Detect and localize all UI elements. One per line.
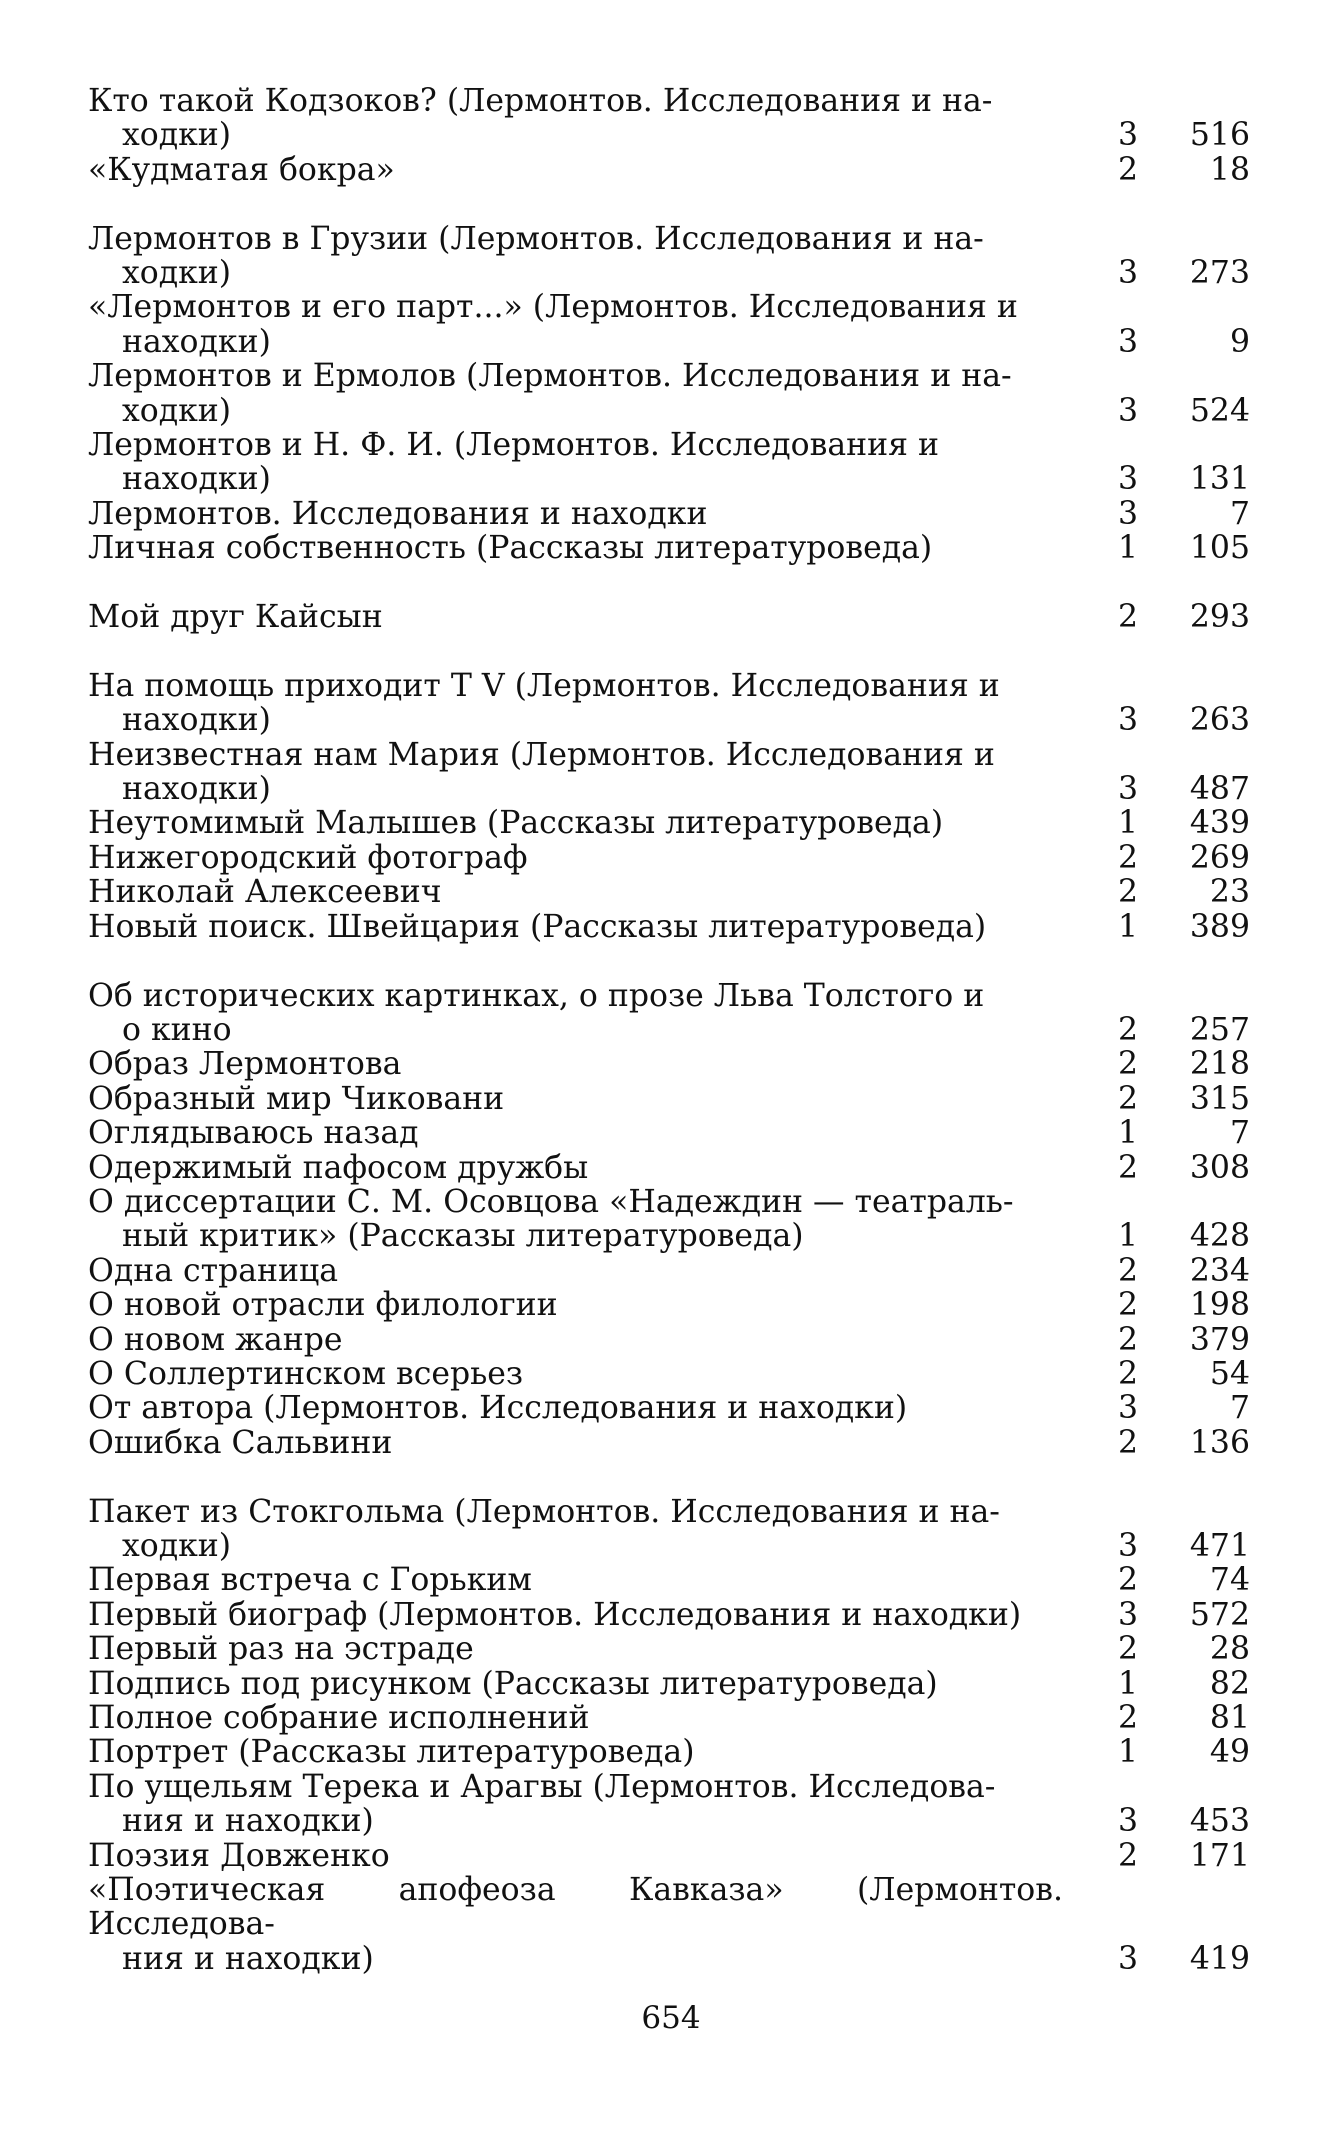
entry-volume: 2 xyxy=(1117,1046,1138,1083)
entry-title xyxy=(88,531,1063,565)
entry-title-line: Образный мир Чиковани xyxy=(88,1080,505,1117)
entry-volume: 2 xyxy=(1117,1321,1138,1358)
index-entries xyxy=(88,84,1258,1976)
entry-title xyxy=(88,290,1063,359)
entry-title-line: О новой отрасли филологии xyxy=(88,1287,558,1324)
entry-page: 74 xyxy=(1209,1562,1250,1599)
entry-title-line: Об исторических картинках, о прозе Льва Толстого и xyxy=(88,977,985,1014)
entry-title-line: Поэзия Довженко xyxy=(88,1837,390,1874)
entry-page: 379 xyxy=(1189,1321,1250,1358)
entry-title xyxy=(88,1116,1063,1150)
entry-page: 198 xyxy=(1189,1287,1250,1324)
entry-page: 471 xyxy=(1189,1527,1250,1564)
entry-page: 389 xyxy=(1189,908,1250,945)
index-entry xyxy=(88,1735,1258,1769)
entry-title-line: От автора (Лермонтов. Исследования и находки) xyxy=(88,1390,908,1427)
entry-title-continuation: ходки) xyxy=(122,1527,232,1564)
entry-title xyxy=(88,1598,1063,1632)
entry-title-line: Неизвестная нам Мария (Лермонтов. Исследования и xyxy=(88,736,995,773)
entry-page: 308 xyxy=(1189,1149,1250,1186)
entry-volume: 2 xyxy=(1117,1700,1138,1737)
entry-page: 524 xyxy=(1189,392,1250,429)
entry-title xyxy=(88,1047,1063,1081)
entry-title-line: Ошибка Сальвини xyxy=(88,1424,393,1461)
entry-page: 218 xyxy=(1189,1046,1250,1083)
entry-title xyxy=(88,1770,1063,1839)
index-entry xyxy=(88,738,1258,807)
entry-title-line: Лермонтов и Ермолов (Лермонтов. Исследования и на- xyxy=(88,358,1012,395)
entry-page: 293 xyxy=(1189,599,1250,636)
index-group xyxy=(88,84,1258,187)
entry-title-line: О новом жанре xyxy=(88,1321,343,1358)
index-group xyxy=(88,669,1258,944)
index-group xyxy=(88,979,1258,1461)
entry-volume: 3 xyxy=(1117,771,1138,808)
entry-volume: 2 xyxy=(1117,1424,1138,1461)
entry-page: 487 xyxy=(1189,771,1250,808)
entry-volume: 3 xyxy=(1117,1527,1138,1564)
entry-page: 136 xyxy=(1189,1424,1250,1461)
entry-volume: 3 xyxy=(1117,323,1138,360)
entry-title xyxy=(88,1839,1063,1873)
entry-page: 105 xyxy=(1189,530,1250,567)
entry-volume: 3 xyxy=(1117,1803,1138,1840)
index-entry xyxy=(88,290,1258,359)
entry-title xyxy=(88,979,1063,1048)
entry-title-line: Лермонтов и Н. Ф. И. (Лермонтов. Исследования и xyxy=(88,427,940,464)
index-entry xyxy=(88,1839,1258,1873)
entry-title xyxy=(88,1357,1063,1391)
entry-page: 54 xyxy=(1209,1355,1250,1392)
entry-page: 315 xyxy=(1189,1080,1250,1117)
entry-page: 263 xyxy=(1189,702,1250,739)
entry-page: 453 xyxy=(1189,1803,1250,1840)
entry-page: 419 xyxy=(1189,1940,1250,1977)
entry-volume: 2 xyxy=(1117,1355,1138,1392)
index-entry xyxy=(88,1391,1258,1425)
entry-volume: 3 xyxy=(1117,1390,1138,1427)
entry-volume: 3 xyxy=(1117,1940,1138,1977)
entry-page: 171 xyxy=(1189,1837,1250,1874)
entry-title-continuation: находки) xyxy=(122,702,271,739)
entry-title-line: Нижегородский фотограф xyxy=(88,839,528,876)
index-entry xyxy=(88,1288,1258,1322)
entry-title xyxy=(88,738,1063,807)
entry-title xyxy=(88,359,1063,428)
entry-volume: 2 xyxy=(1117,151,1138,188)
index-entry xyxy=(88,1563,1258,1597)
index-entry xyxy=(88,1082,1258,1116)
entry-volume: 3 xyxy=(1117,702,1138,739)
entry-title xyxy=(88,1563,1063,1597)
entry-page: 257 xyxy=(1189,1011,1250,1048)
entry-title-line: Полное собрание исполнений xyxy=(88,1700,590,1737)
entry-page: 273 xyxy=(1189,255,1250,292)
index-entry xyxy=(88,910,1258,944)
entry-title-continuation: находки) xyxy=(122,461,271,498)
entry-title-continuation: ный критик» (Рассказы литературоведа) xyxy=(122,1218,804,1255)
entry-title-line: О Соллертинском всерьез xyxy=(88,1355,524,1392)
entry-page: 234 xyxy=(1189,1252,1250,1289)
entry-volume: 1 xyxy=(1117,805,1138,842)
page-number: 654 xyxy=(641,2000,701,2036)
entry-title-line: Первый биограф (Лермонтов. Исследования и находки) xyxy=(88,1596,1022,1633)
entry-volume: 3 xyxy=(1117,255,1138,292)
index-entry xyxy=(88,1426,1258,1460)
entry-title xyxy=(88,806,1063,840)
entry-title-line: «Кудматая бокра» xyxy=(88,151,395,188)
entry-title xyxy=(88,428,1063,497)
index-entry xyxy=(88,841,1258,875)
entry-title-line: Пакет из Стокгольма (Лермонтов. Исследования и на- xyxy=(88,1493,1000,1530)
entry-title-continuation: находки) xyxy=(122,771,271,808)
entry-title xyxy=(88,1701,1063,1735)
entry-volume: 1 xyxy=(1117,908,1138,945)
entry-volume: 1 xyxy=(1117,1218,1138,1255)
entry-title-line: Оглядываюсь назад xyxy=(88,1115,419,1152)
entry-page: 23 xyxy=(1209,874,1250,911)
entry-title xyxy=(88,1426,1063,1460)
entry-title xyxy=(88,84,1063,153)
entry-title xyxy=(88,1288,1063,1322)
entry-page: 516 xyxy=(1189,117,1250,154)
index-entry xyxy=(88,359,1258,428)
index-entry xyxy=(88,497,1258,531)
index-entry xyxy=(88,1151,1258,1185)
entry-title-continuation: ходки) xyxy=(122,117,232,154)
index-entry xyxy=(88,979,1258,1048)
index-entry xyxy=(88,1873,1258,1976)
entry-title-line: Личная собственность (Рассказы литературоведа) xyxy=(88,530,933,567)
entry-title-continuation: находки) xyxy=(122,323,271,360)
index-entry xyxy=(88,806,1258,840)
index-entry xyxy=(88,600,1258,634)
entry-page: 81 xyxy=(1209,1700,1250,1737)
entry-title xyxy=(88,1391,1063,1425)
index-entry xyxy=(88,669,1258,738)
entry-title-line: Одержимый пафосом дружбы xyxy=(88,1149,589,1186)
index-entry xyxy=(88,1323,1258,1357)
index-entry xyxy=(88,1357,1258,1391)
index-entry xyxy=(88,1495,1258,1564)
entry-title-line: Одна страница xyxy=(88,1252,339,1289)
entry-volume: 1 xyxy=(1117,1734,1138,1771)
entry-page: 428 xyxy=(1189,1218,1250,1255)
entry-title xyxy=(88,1254,1063,1288)
index-entry xyxy=(88,531,1258,565)
index-entry xyxy=(88,1116,1258,1150)
entry-title xyxy=(88,497,1063,531)
entry-page: 572 xyxy=(1189,1596,1250,1633)
entry-title xyxy=(88,1082,1063,1116)
entry-volume: 1 xyxy=(1117,530,1138,567)
entry-title-line: Мой друг Кайсын xyxy=(88,599,383,636)
entry-page: 269 xyxy=(1189,839,1250,876)
entry-page: 7 xyxy=(1229,1390,1250,1427)
entry-page: 439 xyxy=(1189,805,1250,842)
entry-page: 49 xyxy=(1209,1734,1250,1771)
entry-volume: 1 xyxy=(1117,1115,1138,1152)
entry-title-line: Новый поиск. Швейцария (Рассказы литературоведа) xyxy=(88,908,987,945)
index-group xyxy=(88,222,1258,566)
entry-title xyxy=(88,222,1063,291)
entry-page: 7 xyxy=(1229,1115,1250,1152)
index-entry xyxy=(88,222,1258,291)
entry-page: 7 xyxy=(1229,495,1250,532)
index-entry xyxy=(88,1598,1258,1632)
entry-title xyxy=(88,1632,1063,1666)
index-group xyxy=(88,600,1258,634)
entry-volume: 3 xyxy=(1117,392,1138,429)
entry-title-continuation: ходки) xyxy=(122,392,232,429)
entry-volume: 2 xyxy=(1117,1562,1138,1599)
entry-title-continuation: о кино xyxy=(122,1011,232,1048)
entry-volume: 2 xyxy=(1117,1631,1138,1668)
entry-title-continuation: ния и находки) xyxy=(122,1803,374,1840)
entry-title-line: Первая встреча с Горьким xyxy=(88,1562,532,1599)
index-entry xyxy=(88,1667,1258,1701)
entry-volume: 2 xyxy=(1117,874,1138,911)
entry-page: 28 xyxy=(1209,1631,1250,1668)
index-entry xyxy=(88,1047,1258,1081)
entry-title-line: По ущельям Терека и Арагвы (Лермонтов. Исследова- xyxy=(88,1768,996,1805)
entry-title-line: О диссертации С. М. Осовцова «Надеждин — театраль- xyxy=(88,1183,1014,1220)
entry-volume: 3 xyxy=(1117,1596,1138,1633)
entry-page: 9 xyxy=(1229,323,1250,360)
entry-title xyxy=(88,1151,1063,1185)
entry-title-line: Лермонтов в Грузии (Лермонтов. Исследования и на- xyxy=(88,220,984,257)
entry-title-line: Кто такой Кодзоков? (Лермонтов. Исследования и на- xyxy=(88,83,993,119)
entry-volume: 2 xyxy=(1117,1287,1138,1324)
entry-title-line: «Поэтическая апофеоза Кавказа» (Лермонтов. Исследова- xyxy=(88,1872,1063,1943)
entry-title xyxy=(88,669,1063,738)
entry-volume: 2 xyxy=(1117,1252,1138,1289)
entry-volume: 2 xyxy=(1117,599,1138,636)
entry-title xyxy=(88,1667,1063,1701)
entry-volume: 3 xyxy=(1117,461,1138,498)
entry-title xyxy=(88,875,1063,909)
entry-title-continuation: ходки) xyxy=(122,255,232,292)
entry-title xyxy=(88,1873,1063,1976)
entry-title-line: Лермонтов. Исследования и находки xyxy=(88,495,708,532)
entry-volume: 2 xyxy=(1117,1149,1138,1186)
index-entry xyxy=(88,84,1258,153)
entry-title xyxy=(88,600,1063,634)
entry-volume: 2 xyxy=(1117,839,1138,876)
entry-title-line: Подпись под рисунком (Рассказы литературоведа) xyxy=(88,1665,938,1702)
entry-title xyxy=(88,841,1063,875)
index-entry xyxy=(88,153,1258,187)
entry-title-line: Портрет (Рассказы литературоведа) xyxy=(88,1734,695,1771)
entry-page: 18 xyxy=(1209,151,1250,188)
entry-page: 82 xyxy=(1209,1665,1250,1702)
entry-volume: 1 xyxy=(1117,1665,1138,1702)
entry-volume: 3 xyxy=(1117,117,1138,154)
index-entry xyxy=(88,1632,1258,1666)
entry-title-line: «Лермонтов и его парт...» (Лермонтов. Исследования и xyxy=(88,289,1018,326)
entry-volume: 3 xyxy=(1117,495,1138,532)
entry-page: 131 xyxy=(1189,461,1250,498)
entry-volume: 2 xyxy=(1117,1080,1138,1117)
entry-title-line: На помощь приходит Т V (Лермонтов. Исследования и xyxy=(88,667,1000,704)
entry-title-line: Неутомимый Малышев (Рассказы литературоведа) xyxy=(88,805,944,842)
entry-title xyxy=(88,153,1063,187)
entry-title xyxy=(88,1185,1063,1254)
index-entry xyxy=(88,1185,1258,1254)
entry-title-line: Николай Алексеевич xyxy=(88,874,442,911)
entry-title-line: Образ Лермонтова xyxy=(88,1046,402,1083)
entry-title-line: Первый раз на эстраде xyxy=(88,1631,474,1668)
entry-volume: 2 xyxy=(1117,1837,1138,1874)
index-group xyxy=(88,1495,1258,1977)
entry-title-continuation: ния и находки) xyxy=(122,1940,374,1977)
index-entry xyxy=(88,1701,1258,1735)
entry-title xyxy=(88,1495,1063,1564)
entry-title xyxy=(88,1323,1063,1357)
entry-title xyxy=(88,1735,1063,1769)
entry-volume: 2 xyxy=(1117,1011,1138,1048)
entry-title xyxy=(88,910,1063,944)
index-entry xyxy=(88,875,1258,909)
index-entry xyxy=(88,428,1258,497)
index-entry xyxy=(88,1770,1258,1839)
index-page xyxy=(88,84,1258,2011)
index-entry xyxy=(88,1254,1258,1288)
